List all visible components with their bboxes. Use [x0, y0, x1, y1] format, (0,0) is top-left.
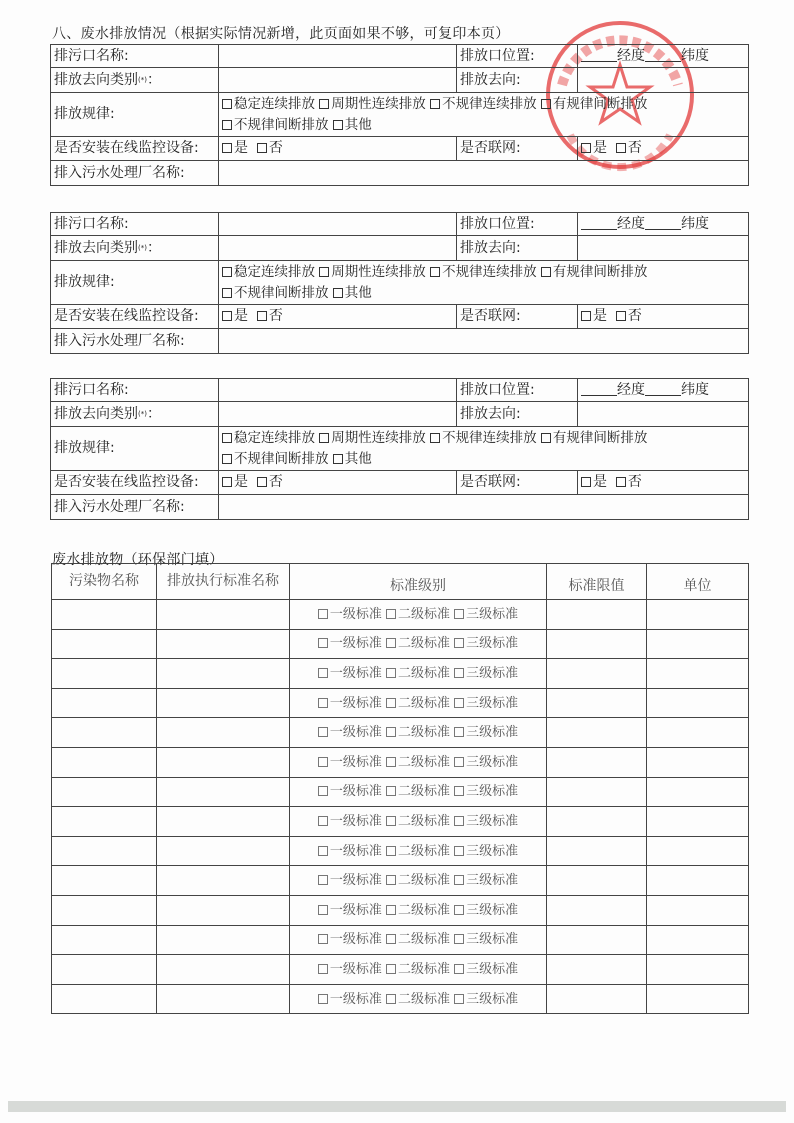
checkbox-icon[interactable] [616, 311, 626, 321]
pattern-option[interactable]: 其他 [333, 117, 372, 133]
plant-field[interactable] [219, 495, 749, 520]
checkbox-icon[interactable] [257, 311, 267, 321]
checkbox-icon[interactable] [333, 120, 343, 130]
unit-cell[interactable] [647, 718, 749, 748]
table-row [52, 718, 749, 748]
checkbox-icon[interactable] [454, 786, 464, 796]
outlet-name-field[interactable] [219, 379, 457, 402]
unit-cell[interactable] [647, 688, 749, 718]
unit-cell[interactable] [647, 836, 749, 866]
direction-type-field[interactable] [219, 236, 457, 261]
standard-name-cell[interactable] [157, 807, 290, 837]
limit-value-cell[interactable] [547, 777, 647, 807]
outlet-name-field[interactable] [219, 213, 457, 236]
pollutant-name-cell[interactable] [52, 866, 157, 896]
checkbox-icon[interactable] [541, 99, 551, 109]
table-row [52, 895, 749, 925]
outlet-name-field[interactable] [219, 45, 457, 68]
checkbox-icon[interactable] [454, 727, 464, 737]
table-row [52, 600, 749, 630]
unit-cell[interactable] [647, 925, 749, 955]
pattern-option[interactable]: 不规律间断排放 [222, 285, 329, 301]
pollutant-name-cell[interactable] [52, 600, 157, 630]
checkbox-icon[interactable] [454, 875, 464, 885]
pollutant-name-cell[interactable] [52, 688, 157, 718]
table-row [52, 688, 749, 718]
checkbox-icon[interactable] [430, 99, 440, 109]
checkbox-icon[interactable] [454, 638, 464, 648]
checkbox-icon[interactable] [333, 454, 343, 464]
pattern-options[interactable] [219, 261, 749, 305]
unit-cell[interactable] [647, 866, 749, 896]
checkbox-icon[interactable] [319, 433, 329, 443]
outlet-form-1 [50, 44, 749, 186]
plant-label: 排入污水处理厂名称: [51, 329, 219, 354]
standard-level-cell[interactable]: 一级标准 二级标准 三级标准 [290, 718, 547, 748]
table-row [52, 925, 749, 955]
checkbox-icon[interactable] [318, 846, 328, 856]
checkbox-icon[interactable] [386, 727, 396, 737]
limit-value-cell[interactable] [547, 866, 647, 896]
network-label: 是否联网: [457, 305, 578, 329]
checkbox-icon[interactable] [222, 267, 232, 277]
checkbox-icon[interactable] [222, 433, 232, 443]
monitor-label: 是否安装在线监控设备: [51, 471, 219, 495]
checkbox-icon[interactable] [386, 994, 396, 1004]
emission-header-2: 标准级别 [290, 564, 547, 600]
checkbox-icon[interactable] [222, 477, 232, 487]
section-title: 八、废水排放情况（根据实际情况新增，此页面如果不够，可复印本页） [52, 26, 510, 42]
pattern-option[interactable]: 不规律间断排放 [222, 117, 329, 133]
position-label: 排放口位置: [457, 213, 578, 236]
checkbox-icon[interactable] [318, 727, 328, 737]
pollutant-name-cell[interactable] [52, 925, 157, 955]
limit-value-cell[interactable] [547, 718, 647, 748]
checkbox-icon[interactable] [430, 433, 440, 443]
unit-cell[interactable] [647, 807, 749, 837]
checkbox-icon[interactable] [386, 698, 396, 708]
network-label: 是否联网: [457, 137, 578, 161]
checkbox-icon[interactable] [318, 786, 328, 796]
outlet-name-label: 排污口名称: [51, 45, 219, 68]
checkbox-icon[interactable] [581, 143, 591, 153]
standard-level-cell[interactable]: 一级标准 二级标准 三级标准 [290, 925, 547, 955]
table-row [52, 807, 749, 837]
checkbox-icon[interactable] [386, 875, 396, 885]
checkbox-icon[interactable] [386, 609, 396, 619]
limit-value-cell[interactable] [547, 836, 647, 866]
standard-name-cell[interactable] [157, 600, 290, 630]
emission-header-4: 单位 [647, 564, 749, 600]
direction-type-field[interactable] [219, 68, 457, 93]
limit-value-cell[interactable] [547, 807, 647, 837]
pattern-option[interactable]: 周期性连续排放 [319, 430, 426, 446]
emission-header-0: 污染物名称 [52, 564, 157, 600]
checkbox-icon[interactable] [454, 964, 464, 974]
position-label: 排放口位置: [457, 45, 578, 68]
pattern-option[interactable]: 有规律间断排放 [541, 264, 648, 280]
standard-level-cell[interactable]: 一级标准 二级标准 三级标准 [290, 895, 547, 925]
checkbox-icon[interactable] [454, 698, 464, 708]
outlet-name-label: 排污口名称: [51, 213, 219, 236]
standard-level-cell[interactable]: 一级标准 二级标准 三级标准 [290, 836, 547, 866]
limit-value-cell[interactable] [547, 925, 647, 955]
table-row [52, 984, 749, 1014]
table-row [52, 659, 749, 689]
standard-level-cell[interactable]: 一级标准 二级标准 三级标准 [290, 955, 547, 985]
emission-header-3: 标准限值 [547, 564, 647, 600]
checkbox-icon[interactable] [386, 934, 396, 944]
direction-label: 排放去向: [457, 236, 578, 261]
pattern-option[interactable]: 有规律间断排放 [541, 430, 648, 446]
pattern-option[interactable]: 稳定连续排放 [222, 264, 315, 280]
unit-cell[interactable] [647, 895, 749, 925]
standard-name-cell[interactable] [157, 895, 290, 925]
checkbox-icon[interactable] [454, 668, 464, 678]
unit-cell[interactable] [647, 777, 749, 807]
limit-value-cell[interactable] [547, 600, 647, 630]
direction-label: 排放去向: [457, 402, 578, 427]
standard-level-cell[interactable]: 一级标准 二级标准 三级标准 [290, 984, 547, 1014]
limit-value-cell[interactable] [547, 688, 647, 718]
checkbox-icon[interactable] [386, 757, 396, 767]
checkbox-icon[interactable] [319, 267, 329, 277]
pollutant-name-cell[interactable] [52, 777, 157, 807]
pollutant-name-cell[interactable] [52, 718, 157, 748]
checkbox-icon[interactable] [581, 311, 591, 321]
pattern-option[interactable]: 不规律连续排放 [430, 96, 537, 112]
standard-name-cell[interactable] [157, 747, 290, 777]
checkbox-icon[interactable] [319, 99, 329, 109]
standard-name-cell[interactable] [157, 777, 290, 807]
checkbox-icon[interactable] [222, 143, 232, 153]
table-row [52, 836, 749, 866]
limit-value-cell[interactable] [547, 955, 647, 985]
emission-table [51, 563, 749, 1014]
pollutant-name-cell[interactable] [52, 836, 157, 866]
direction-label: 排放去向: [457, 68, 578, 93]
standard-name-cell[interactable] [157, 984, 290, 1014]
limit-value-cell[interactable] [547, 629, 647, 659]
checkbox-icon[interactable] [222, 454, 232, 464]
plant-field[interactable] [219, 161, 749, 186]
checkbox-icon[interactable] [454, 846, 464, 856]
pollutant-name-cell[interactable] [52, 747, 157, 777]
pollutant-name-cell[interactable] [52, 807, 157, 837]
standard-level-cell[interactable]: 一级标准 二级标准 三级标准 [290, 600, 547, 630]
network-options[interactable]: 是 否 [578, 305, 749, 329]
standard-name-cell[interactable] [157, 866, 290, 896]
checkbox-icon[interactable] [333, 288, 343, 298]
monitor-options[interactable]: 是 否 [219, 471, 457, 495]
checkbox-icon[interactable] [616, 477, 626, 487]
checkbox-icon[interactable] [318, 698, 328, 708]
checkbox-icon[interactable] [386, 846, 396, 856]
standard-name-cell[interactable] [157, 688, 290, 718]
pattern-option[interactable]: 稳定连续排放 [222, 96, 315, 112]
checkbox-icon[interactable] [454, 994, 464, 1004]
checkbox-icon[interactable] [318, 905, 328, 915]
checkbox-icon[interactable] [257, 477, 267, 487]
unit-cell[interactable] [647, 747, 749, 777]
position-label: 排放口位置: [457, 379, 578, 402]
position-field[interactable]: 经度 纬度 [578, 213, 749, 236]
checkbox-icon[interactable] [318, 875, 328, 885]
direction-type-field[interactable] [219, 402, 457, 427]
pollutant-name-cell[interactable] [52, 984, 157, 1014]
pattern-option[interactable]: 不规律连续排放 [430, 264, 537, 280]
direction-field[interactable] [578, 236, 749, 261]
checkbox-icon[interactable] [616, 143, 626, 153]
network-options[interactable]: 是 否 [578, 471, 749, 495]
unit-cell[interactable] [647, 659, 749, 689]
pollutant-name-cell[interactable] [52, 629, 157, 659]
pattern-option[interactable]: 不规律连续排放 [430, 430, 537, 446]
standard-name-cell[interactable] [157, 925, 290, 955]
pattern-option[interactable]: 周期性连续排放 [319, 264, 426, 280]
direction-field[interactable] [578, 402, 749, 427]
unit-cell[interactable] [647, 984, 749, 1014]
checkbox-icon[interactable] [541, 433, 551, 443]
plant-field[interactable] [219, 329, 749, 354]
checkbox-icon[interactable] [386, 905, 396, 915]
checkbox-icon[interactable] [386, 786, 396, 796]
checkbox-icon[interactable] [222, 120, 232, 130]
checkbox-icon[interactable] [541, 267, 551, 277]
standard-name-cell[interactable] [157, 718, 290, 748]
pollutant-name-cell[interactable] [52, 659, 157, 689]
standard-name-cell[interactable] [157, 629, 290, 659]
monitor-label: 是否安装在线监控设备: [51, 137, 219, 161]
pattern-option[interactable]: 其他 [333, 285, 372, 301]
network-options[interactable]: 是 否 [578, 137, 749, 161]
standard-level-cell[interactable]: 一级标准 二级标准 三级标准 [290, 659, 547, 689]
pattern-option[interactable]: 不规律间断排放 [222, 451, 329, 467]
pollutant-name-cell[interactable] [52, 895, 157, 925]
checkbox-icon[interactable] [318, 964, 328, 974]
outlet-form-3 [50, 378, 749, 520]
limit-value-cell[interactable] [547, 895, 647, 925]
checkbox-icon[interactable] [318, 934, 328, 944]
checkbox-icon[interactable] [318, 609, 328, 619]
emission-title: 废水排放物（环保部门填） [52, 552, 224, 568]
pattern-option[interactable]: 其他 [333, 451, 372, 467]
standard-level-cell[interactable]: 一级标准 二级标准 三级标准 [290, 629, 547, 659]
scan-footer-band [8, 1101, 786, 1112]
outlet-name-label: 排污口名称: [51, 379, 219, 402]
checkbox-icon[interactable] [454, 934, 464, 944]
pattern-option[interactable]: 有规律间断排放 [541, 96, 648, 112]
standard-level-cell[interactable]: 一级标准 二级标准 三级标准 [290, 866, 547, 896]
table-row [52, 629, 749, 659]
pattern-options[interactable] [219, 427, 749, 471]
checkbox-icon[interactable] [454, 905, 464, 915]
checkbox-icon[interactable] [430, 267, 440, 277]
pattern-label: 排放规律: [51, 93, 219, 137]
outlet-form-2 [50, 212, 749, 354]
checkbox-icon[interactable] [581, 477, 591, 487]
standard-level-cell[interactable]: 一级标准 二级标准 三级标准 [290, 747, 547, 777]
checkbox-icon[interactable] [454, 816, 464, 826]
checkbox-icon[interactable] [454, 609, 464, 619]
pattern-label: 排放规律: [51, 261, 219, 305]
standard-level-cell[interactable]: 一级标准 二级标准 三级标准 [290, 688, 547, 718]
limit-value-cell[interactable] [547, 659, 647, 689]
standard-name-cell[interactable] [157, 659, 290, 689]
table-row [52, 955, 749, 985]
monitor-options[interactable]: 是 否 [219, 305, 457, 329]
network-label: 是否联网: [457, 471, 578, 495]
plant-label: 排入污水处理厂名称: [51, 161, 219, 186]
unit-cell[interactable] [647, 629, 749, 659]
table-row [52, 777, 749, 807]
checkbox-icon[interactable] [222, 99, 232, 109]
pattern-label: 排放规律: [51, 427, 219, 471]
pollutant-name-cell[interactable] [52, 955, 157, 985]
checkbox-icon[interactable] [257, 143, 267, 153]
unit-cell[interactable] [647, 955, 749, 985]
direction-type-label: 排放去向类别(*)： [51, 68, 219, 93]
checkbox-icon[interactable] [386, 638, 396, 648]
table-row [52, 747, 749, 777]
position-field[interactable]: 经度 纬度 [578, 379, 749, 402]
emission-header-1: 排放执行标准名称 [157, 564, 290, 600]
standard-name-cell[interactable] [157, 955, 290, 985]
table-row [52, 866, 749, 896]
limit-value-cell[interactable] [547, 747, 647, 777]
standard-name-cell[interactable] [157, 836, 290, 866]
monitor-label: 是否安装在线监控设备: [51, 305, 219, 329]
plant-label: 排入污水处理厂名称: [51, 495, 219, 520]
direction-type-label: 排放去向类别(*)： [51, 236, 219, 261]
checkbox-icon[interactable] [386, 816, 396, 826]
standard-level-cell[interactable]: 一级标准 二级标准 三级标准 [290, 777, 547, 807]
monitor-options[interactable]: 是 否 [219, 137, 457, 161]
checkbox-icon[interactable] [454, 757, 464, 767]
pattern-option[interactable]: 周期性连续排放 [319, 96, 426, 112]
checkbox-icon[interactable] [318, 638, 328, 648]
checkbox-icon[interactable] [386, 964, 396, 974]
standard-level-cell[interactable]: 一级标准 二级标准 三级标准 [290, 807, 547, 837]
pattern-option[interactable]: 稳定连续排放 [222, 430, 315, 446]
pattern-options[interactable] [219, 93, 749, 137]
checkbox-icon[interactable] [318, 816, 328, 826]
checkbox-icon[interactable] [222, 311, 232, 321]
limit-value-cell[interactable] [547, 984, 647, 1014]
direction-field[interactable] [578, 68, 749, 93]
checkbox-icon[interactable] [386, 668, 396, 678]
checkbox-icon[interactable] [318, 757, 328, 767]
checkbox-icon[interactable] [318, 668, 328, 678]
position-field[interactable]: 经度 纬度 [578, 45, 749, 68]
checkbox-icon[interactable] [318, 994, 328, 1004]
unit-cell[interactable] [647, 600, 749, 630]
direction-type-label: 排放去向类别(*)： [51, 402, 219, 427]
checkbox-icon[interactable] [222, 288, 232, 298]
